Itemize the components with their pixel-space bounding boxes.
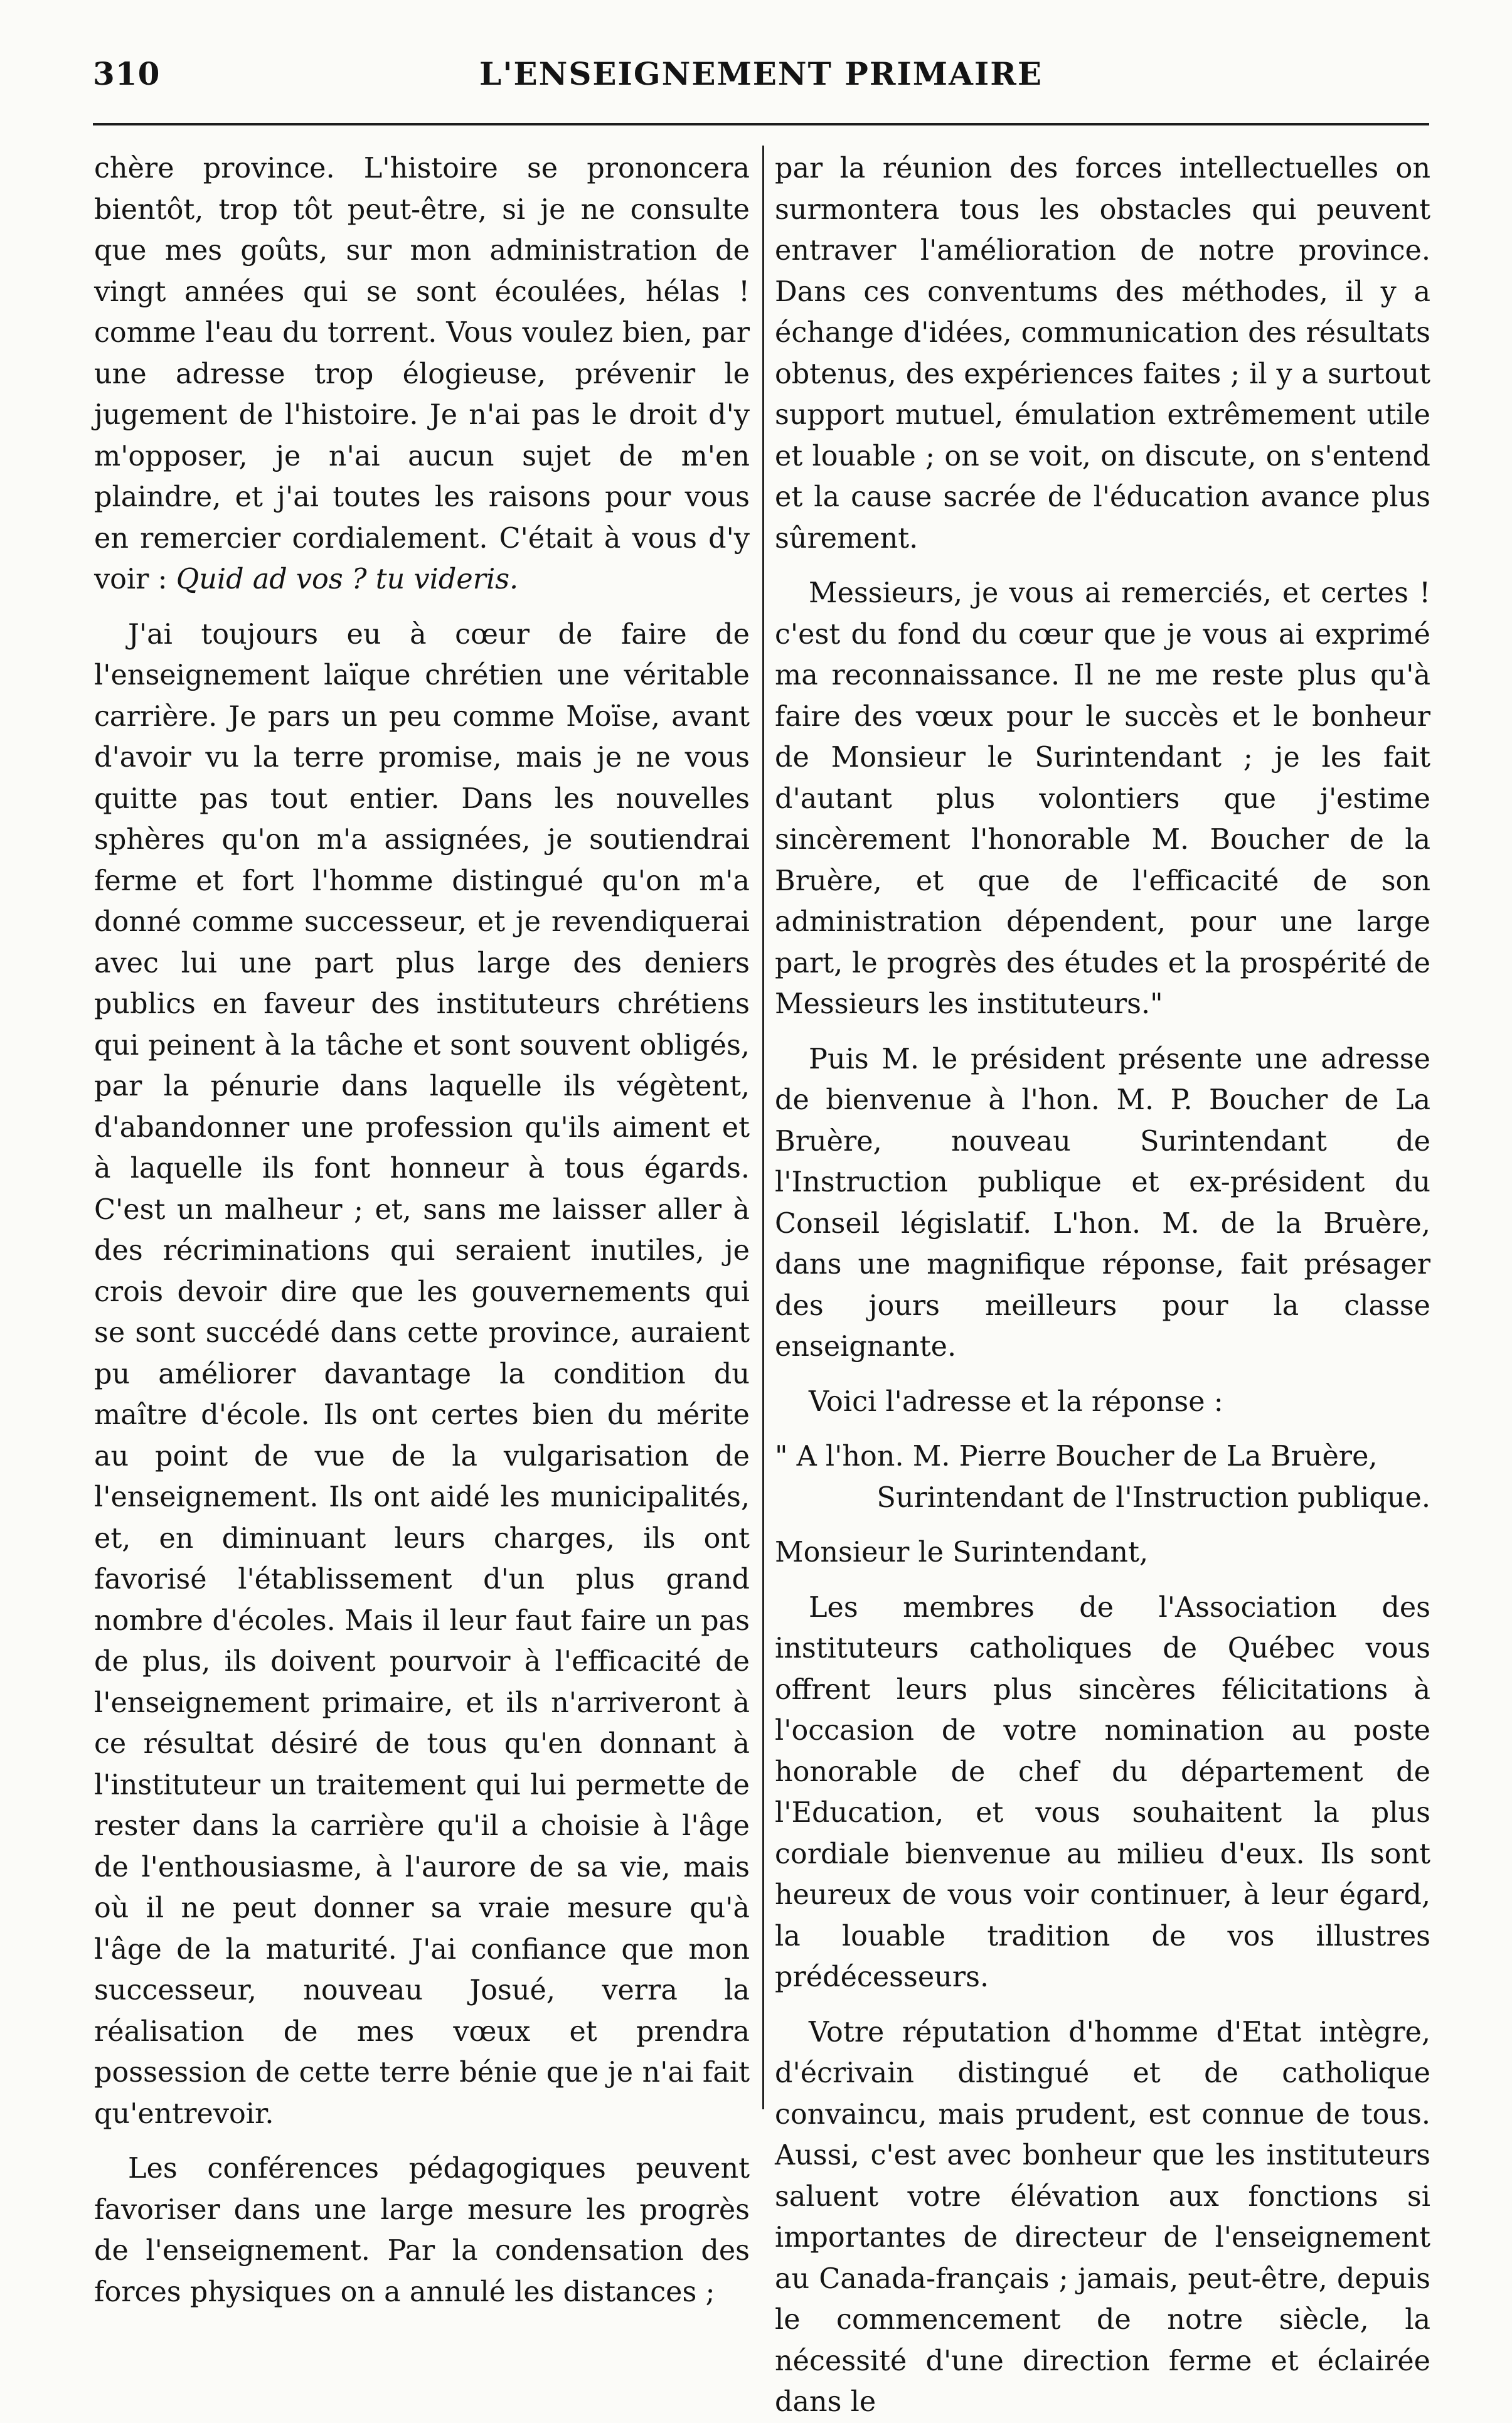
right-paragraph-3: Puis M. le président présente une adresse de bienvenue à l'hon. M. P. Boucher de La Bruère, nouveau Surintendant de l'Instruction publique et ex-président du Conseil législatif. L'hon. M. de la Bruère, dans une magnifique réponse, fait présager des jours meilleurs pour la classe enseignante. (775, 1043, 1430, 1363)
left-paragraph-3: Les conférences pédagogiques peuvent favoriser dans une large mesure les progrès de l'enseignement. Par la condensation des forces physiques on a annulé les distances ; (94, 2153, 750, 2308)
left-paragraph-1 (94, 148, 750, 600)
right-paragraph-5: Les membres de l'Association des instituteurs catholiques de Québec vous offrent leurs plus sincères félicitations à l'occasion de votre nomination au poste honorable de chef du département de l'Education, et vous souhaitent la plus cordiale bienvenue au milieu d'eux. Ils sont heureux de vous voir continuer, à leur égard, la louable tradition de vos illustres prédécesseurs. (775, 1591, 1430, 1993)
running-title: L'ENSEIGNEMENT PRIMAIRE (479, 55, 1043, 92)
page-header (93, 55, 1429, 105)
latin-quote: Quid ad vos ? tu videris. (176, 563, 519, 595)
left-paragraph-1-text: chère province. L'histoire se prononcera bientôt, trop tôt peut-être, si je ne consulte que mes goûts, sur mon administration de vingt années qui se sont écoulées, hélas ! comme l'eau du torrent. Vous voulez bien, par une adresse trop élogieuse, prévenir le jugement de l'histoire. Je n'ai pas le droit d'y m'opposer, je n'ai aucun sujet de m'en plaindre, et j'ai toutes les raisons pour vous en remercier cordialement. C'était à vous d'y voir : (94, 152, 750, 595)
left-column (94, 148, 750, 2308)
column-divider (762, 146, 764, 2109)
right-paragraph-6: Votre réputation d'homme d'Etat intègre, d'écrivain distingué et de catholique convaincu, mais prudent, est connue de tous. Aussi, c'est avec bonheur que les instituteurs saluent votre élévation aux fonctions si importantes de directeur de l'enseignement au Canada-français ; jamais, peut-être, depuis le commencement de notre siècle, la nécessité d'une direction ferme et éclairée dans le (775, 2016, 1430, 2418)
right-paragraph-4: Voici l'adresse et la réponse : (809, 1385, 1223, 1418)
right-column (775, 148, 1430, 2418)
right-paragraph-2: Messieurs, je vous ai remerciés, et certes ! c'est du fond du cœur que je vous ai exprimé ma reconnaissance. Il ne me reste plus qu'à faire des vœux pour le succès et le bonheur de Monsieur le Surintendant ; je les fait d'autant plus volontiers que j'estime sincèrement l'honorable M. Boucher de la Bruère, et que de l'efficacité de son administration dépendent, pour une large part, le progrès des études et la prospérité de Messieurs les instituteurs." (775, 577, 1430, 1020)
page-number: 310 (93, 55, 161, 92)
address-line-1: " A l'hon. M. Pierre Boucher de La Bruère, (775, 1440, 1378, 1472)
right-paragraph-1: par la réunion des forces intellectuelles on surmontera tous les obstacles qui peuvent entraver l'amélioration de notre province. Dans ces conventums des méthodes, il y a échange d'idées, communication des résultats obtenus, des expériences faites ; il y a surtout support mutuel, émulation extrêmement utile et louable ; on se voit, on discute, on s'entend et la cause sacrée de l'éducation avance plus sûrement. (775, 152, 1430, 555)
salutation: Monsieur le Surintendant, (775, 1536, 1149, 1568)
header-rule (93, 123, 1429, 125)
address-line-2: Surintendant de l'Instruction publique. (876, 1481, 1430, 1514)
left-paragraph-2: J'ai toujours eu à cœur de faire de l'enseignement laïque chrétien une véritable carrière. Je pars un peu comme Moïse, avant d'avoir vu la terre promise, mais je ne vous quitte pas tout entier. Dans les nouvelles sphères qu'on m'a assignées, je soutiendrai ferme et fort l'homme distingué qu'on m'a donné comme successeur, et je revendiquerai avec lui une part plus large des deniers publics en faveur des instituteurs chrétiens qui peinent à la tâche et sont souvent obligés, par la pénurie dans laquelle ils végètent, d'abandonner une profession qu'ils aiment et à laquelle ils font honneur à tous égards. C'est un malheur ; et, sans me laisser aller à des récriminations qui seraient inutiles, je crois devoir dire que les gouvernements qui se sont succédé dans cette province, auraient pu améliorer davantage la condition du maître d'école. Ils ont certes bien du mérite au point de vue de la vulgarisation de l'enseignement. Ils ont aidé les municipalités, et, en diminuant leurs charges, ils ont favorisé l'établissement d'un plus grand nombre d'écoles. Mais il leur faut faire un pas de plus, ils doivent pourvoir à l'efficacité de l'enseignement primaire, et ils n'arriveront à ce résultat désiré de tous qu'en donnant à l'instituteur un traitement qui lui permette de rester dans la carrière qu'il a choisie à l'âge de l'enthousiasme, à l'aurore de sa vie, mais où il ne peut donner sa vraie mesure qu'à l'âge de la maturité. J'ai confiance que mon successeur, nouveau Josué, verra la réalisation de mes vœux et prendra possession de cette terre bénie que je n'ai fait qu'entrevoir. (94, 618, 750, 2130)
